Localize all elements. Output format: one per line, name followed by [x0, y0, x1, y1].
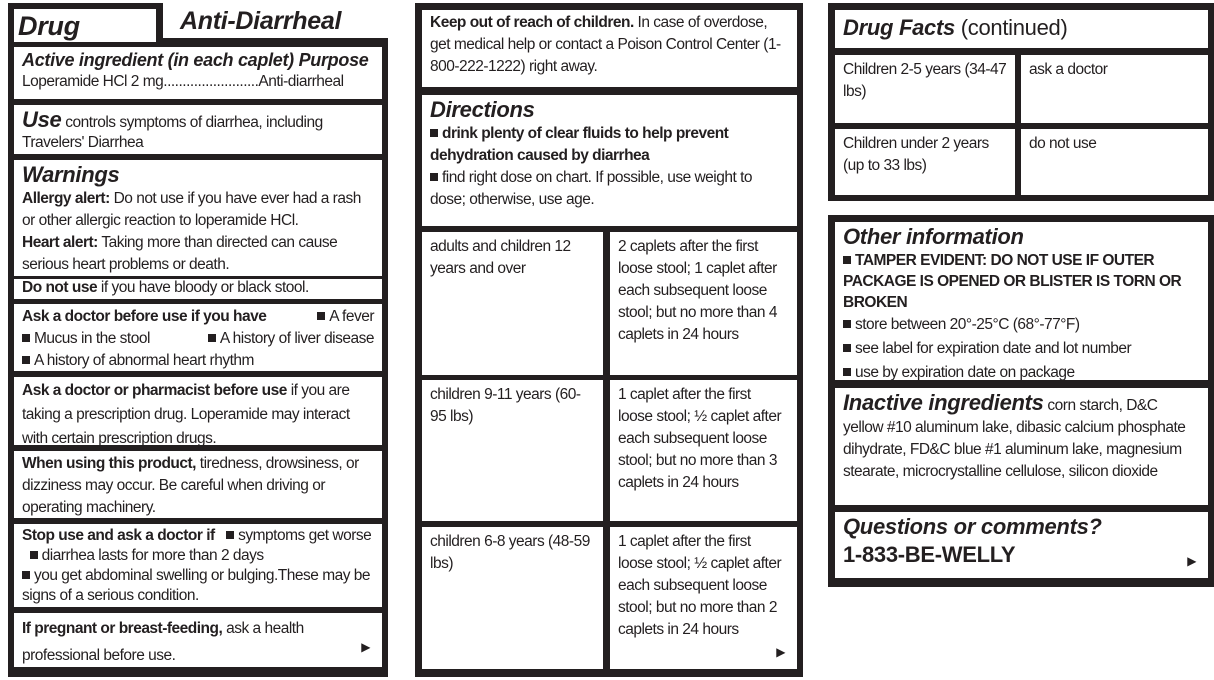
other-info-item: store between 20°-25°C (68°-77°F) [855, 316, 1080, 333]
other-info-heading: Other information [843, 224, 1024, 249]
stop-use-item: symptoms get worse [238, 527, 372, 544]
ask-doctor-label: Ask a doctor before use if you have [22, 308, 267, 325]
active-ingredient-section [14, 47, 382, 99]
dose-who: children 6-8 years (48-59 lbs) [422, 527, 603, 669]
dose-amount [610, 527, 797, 669]
ask-doctor-item: A fever [329, 308, 374, 325]
warnings-heading: Warnings [22, 162, 120, 187]
dose-who: adults and children 12 years and over [422, 232, 603, 375]
bullet-icon [317, 312, 325, 320]
continue-arrow-icon: ▶ [1187, 554, 1196, 568]
stop-use-label: Stop use and ask a doctor if [22, 527, 215, 544]
allergy-text: Do not use if you have ever had a rash or other allergic reaction to loperamide HCl. [22, 190, 361, 229]
keep-out-label: Keep out of reach of children. [430, 14, 634, 31]
bullet-icon [430, 129, 438, 137]
ask-doctor-item: A history of abnormal heart rhythm [34, 352, 254, 369]
bullet-icon [22, 571, 30, 579]
directions-item: find right dose on chart. If possible, use weight to dose; otherwise, use age. [430, 169, 753, 208]
dose-who: children 9-11 years (60-95 lbs) [422, 380, 603, 521]
inactive-ingredients-text: corn starch, D&C yellow #10 aluminum lake, dibasic calcium phosphate dihydrate, FD&C blue #1 aluminum lake, magnesium stearate, microcrystalline cellulose, silicon dioxide [843, 397, 1186, 480]
when-using-section [14, 451, 382, 518]
other-info-item: TAMPER EVIDENT: DO NOT USE IF OUTER PACKAGE IS OPENED OR BLISTER IS TORN OR BROKEN [843, 252, 1182, 311]
bullet-icon [843, 368, 851, 376]
bullet-icon [208, 334, 216, 342]
dose-amount: 1 caplet after the first loose stool; ½ caplet after each subsequent loose stool; but no more than 3 caplets in 24 hours [610, 380, 797, 521]
other-info-section [835, 222, 1208, 380]
bullet-icon [843, 344, 851, 352]
dose-amount: do not use [1021, 129, 1208, 195]
stop-use-section [14, 524, 382, 607]
drug-facts-title: Drug [18, 11, 80, 41]
do-not-use-section [14, 279, 382, 299]
keep-out-text: In case of overdose, get medical help or contact a Poison Control Center (1-800-222-1222) right away. [430, 14, 781, 75]
heart-label: Heart alert: [22, 234, 98, 251]
use-section [14, 105, 382, 154]
other-info-item: use by expiration date on package [855, 364, 1075, 380]
continue-arrow-icon: ▶ [776, 645, 785, 659]
use-heading: Use [22, 107, 62, 132]
dose-who: Children under 2 years (up to 33 lbs) [835, 129, 1015, 195]
questions-section [835, 512, 1208, 578]
active-ingredient-line: Loperamide HCl 2 mg.........................Anti-diarrheal [22, 73, 344, 90]
continued-suffix: (continued) [954, 15, 1068, 40]
allergy-label: Allergy alert: [22, 190, 110, 207]
do-not-use-label: Do not use [22, 279, 98, 296]
dose-amount: 2 caplets after the first loose stool; 1 caplet after each subsequent loose stool; but no more than 4 caplets in 24 hours [610, 232, 797, 375]
pregnant-text: ask a health professional before use. [22, 620, 304, 664]
warnings-section [14, 160, 382, 276]
use-text: controls symptoms of diarrhea, including Travelers' Diarrhea [22, 114, 323, 151]
bullet-icon [22, 334, 30, 342]
continue-arrow-icon: ▶ [361, 640, 370, 654]
bullet-icon [430, 173, 438, 181]
heart-text: Taking more than directed can cause serious heart problems or death. [22, 234, 338, 273]
active-ingredient-heading: Active ingredient (in each caplet) Purpose [22, 50, 369, 70]
other-info-item: see label for expiration date and lot number [855, 340, 1132, 357]
keep-out-section [422, 10, 797, 87]
when-using-text: tiredness, drowsiness, or dizziness may occur. Be careful when driving or operating machinery. [22, 455, 359, 516]
bullet-icon [22, 356, 30, 364]
pregnant-label: If pregnant or breast-feeding, [22, 620, 223, 637]
ask-doctor-item: Mucus in the stool [34, 330, 150, 347]
dose-who: Children 2-5 years (34-47 lbs) [835, 55, 1015, 123]
category-title: Anti-Diarrheal [180, 7, 342, 35]
phone-number: 1-833-BE-WELLY [843, 542, 1016, 567]
dose-amount: ask a doctor [1021, 55, 1208, 123]
stop-use-item: diarrhea lasts for more than 2 days [41, 547, 264, 564]
inactive-ingredients-heading: Inactive ingredients [843, 390, 1044, 415]
ask-doctor-item: A history of liver disease [219, 330, 374, 347]
continued-header [835, 10, 1208, 48]
ask-pharmacist-text: if you are taking a prescription drug. Loperamide may interact with certain prescription drugs. [22, 382, 350, 445]
stop-use-item: you get abdominal swelling or bulging.These may be signs of a serious condition. [22, 567, 371, 604]
bullet-icon [226, 531, 234, 539]
bullet-icon [843, 256, 851, 264]
ask-pharmacist-label: Ask a doctor or pharmacist before use [22, 382, 287, 399]
directions-section [422, 95, 797, 226]
when-using-label: When using this product, [22, 455, 196, 472]
ask-doctor-section [14, 304, 382, 371]
directions-item: drink plenty of clear fluids to help prevent dehydration caused by diarrhea [430, 125, 729, 164]
continued-heading: Drug Facts [843, 15, 955, 40]
dose-amount-text: 1 caplet after the first loose stool; ½ caplet after each subsequent loose stool; but no more than 2 caplets in 24 hours [618, 533, 782, 638]
questions-heading: Questions or comments? [843, 514, 1102, 539]
pregnant-section [14, 613, 382, 667]
bullet-icon [843, 320, 851, 328]
inactive-ingredients-section [835, 388, 1208, 505]
do-not-use-text: if you have bloody or black stool. [97, 279, 309, 296]
drug-facts-tab [14, 9, 156, 45]
ask-pharmacist-section [14, 377, 382, 445]
directions-heading: Directions [430, 97, 535, 122]
bullet-icon [30, 551, 38, 559]
